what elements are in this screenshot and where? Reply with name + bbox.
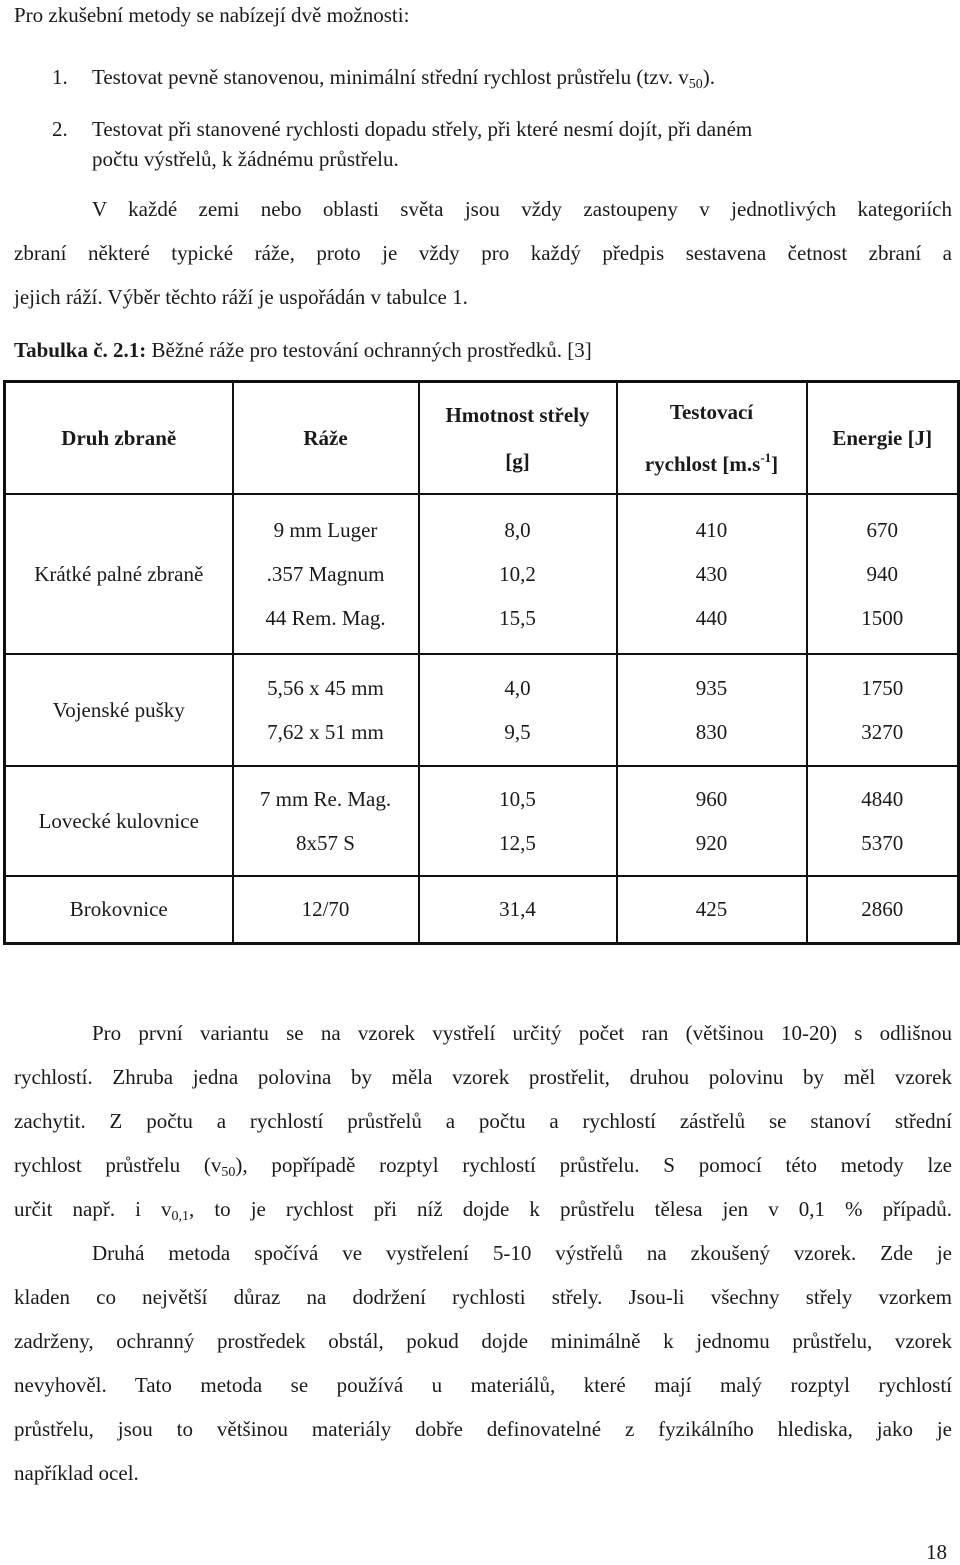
energy-cell: 2860 — [807, 876, 959, 944]
speed-value: 440 — [695, 605, 728, 630]
mass-value: 15,5 — [499, 605, 536, 630]
caliber-value: 7 mm Re. Mag. — [259, 786, 392, 811]
caliber-value: 8x57 S — [296, 830, 355, 855]
caliber-cell — [233, 766, 419, 876]
paragraph-3-line-2: kladen co největší důraz na dodržení rychlosti střely. Jsou-li všechny střely vzorkem — [14, 1285, 952, 1309]
calibers-table — [3, 380, 960, 945]
header-test-speed — [617, 382, 807, 494]
energy-cell — [807, 766, 959, 876]
energy-value: 940 — [866, 561, 898, 586]
table-caption — [14, 337, 592, 363]
mass-cell — [419, 654, 617, 766]
paragraph-1-line-2: zbraní některé typické ráže, proto je vždy pro každý předpis sestavena četnost zbraní a — [14, 241, 952, 265]
speed-value: 935 — [695, 675, 728, 700]
header-test-speed-unit: rychlost [m.s — [644, 451, 761, 476]
list-item-1-subscript: 50 — [688, 77, 703, 92]
table-row — [5, 494, 959, 654]
mass-value: 10,5 — [499, 786, 536, 811]
speed-cell — [617, 654, 807, 766]
paragraph-2-line-1: Pro první variantu se na vzorek vystřelí určitý počet ran (většinou 10-20) s odlišnou — [92, 1021, 952, 1045]
weapon-type-cell: Lovecké kulovnice — [5, 766, 233, 876]
speed-value: 410 — [695, 517, 728, 542]
mass-value: 10,2 — [499, 561, 536, 586]
list-item-2-line-2: počtu výstřelů, k žádnému průstřelu. — [92, 147, 399, 171]
table-caption-label: Tabulka č. 2.1: — [14, 338, 147, 362]
energy-value: 1750 — [861, 675, 904, 700]
paragraph-2-line-5 — [14, 1196, 952, 1230]
paragraph-1-line-1: V každé zemi nebo oblasti světa jsou vždy zastoupeny v jednotlivých kategoriích — [92, 197, 952, 221]
energy-cell — [807, 654, 959, 766]
caliber-value: 5,56 x 45 mm — [267, 675, 384, 700]
paragraph-2-line-4-end: ), popřípadě rozptyl rychlostí průstřelu. S pomocí této metody lze — [235, 1153, 952, 1177]
paragraph-2-line-4-start: rychlost průstřelu (v — [14, 1153, 222, 1177]
caliber-cell: 12/70 — [233, 876, 419, 944]
paragraph-3-line-5: průstřelu, jsou to většinou materiály dobře definovatelné z fyzikálního hlediska, jako je — [14, 1417, 952, 1441]
header-test-speed-line-2 — [618, 435, 806, 487]
speed-cell: 425 — [617, 876, 807, 944]
paragraph-2-line-2: rychlostí. Zhruba jedna polovina by měla vzorek prostřelit, druhou polovinu by měl vzorek — [14, 1065, 952, 1089]
list-item-1-number: 1. — [52, 65, 68, 89]
header-caliber: Ráže — [233, 382, 419, 494]
caliber-cell — [233, 654, 419, 766]
mass-value: 12,5 — [499, 830, 536, 855]
list-item-1-text: Testovat pevně stanovenou, minimální střední rychlost průstřelu (tzv. v — [92, 65, 689, 89]
list-item-1 — [92, 64, 715, 98]
paragraph-3-line-3: zadrženy, ochranný prostředek obstál, pokud dojde minimálně k jednomu průstřelu, vzorek — [14, 1329, 952, 1353]
paragraph-3-line-1: Druhá metoda spočívá ve vystřelení 5-10 výstřelů na zkoušený vzorek. Zde je — [92, 1241, 952, 1265]
weapon-type-cell: Krátké palné zbraně — [5, 494, 233, 654]
paragraph-2-subscript-v50: 50 — [221, 1165, 236, 1180]
speed-value: 960 — [695, 786, 728, 811]
table-row — [5, 876, 959, 944]
energy-value: 5370 — [861, 830, 904, 855]
speed-cell — [617, 766, 807, 876]
header-energy: Energie [J] — [807, 382, 959, 494]
header-weapon-type: Druh zbraně — [5, 382, 233, 494]
caliber-cell — [233, 494, 419, 654]
paragraph-2-line-5-end: , to je rychlost při níž dojde k průstřelu tělesa jen v 0,1 % případů. — [189, 1197, 952, 1221]
header-bullet-mass-unit: [g] — [505, 448, 530, 473]
list-item-1-tail: ). — [702, 65, 715, 89]
page-number: 18 — [926, 1540, 947, 1564]
table-header-row — [5, 382, 959, 494]
paragraph-2-line-4 — [14, 1152, 952, 1186]
energy-value: 1500 — [861, 605, 904, 630]
paragraph-1-line-3: jejich ráží. Výběr těchto ráží je uspořádán v tabulce 1. — [14, 285, 468, 309]
intro-text: Pro zkušební metody se nabízejí dvě možnosti: — [14, 3, 410, 27]
paragraph-3-line-4: nevyhověl. Tato metoda se používá u materiálů, které mají malý rozptyl rychlostí — [14, 1373, 952, 1397]
mass-value: 9,5 — [504, 719, 531, 744]
list-item-2-number: 2. — [52, 117, 68, 141]
header-bullet-mass — [419, 382, 617, 494]
caliber-value: 44 Rem. Mag. — [265, 605, 386, 630]
mass-value: 4,0 — [504, 675, 531, 700]
list-item-2-line-1: Testovat při stanovené rychlosti dopadu střely, při které nesmí dojít, při daném — [92, 117, 753, 141]
speed-value: 430 — [695, 561, 728, 586]
paragraph-2-line-5-start: určit např. i v — [14, 1197, 172, 1221]
table-caption-text: Běžné ráže pro testování ochranných prostředků. [3] — [151, 338, 592, 362]
header-test-speed-bracket: ] — [771, 451, 779, 476]
energy-value: 670 — [866, 517, 898, 542]
mass-cell: 31,4 — [419, 876, 617, 944]
header-bullet-mass-line-1: Hmotnost střely — [445, 402, 590, 427]
header-test-speed-exponent: -1 — [760, 449, 772, 465]
energy-cell — [807, 494, 959, 654]
energy-value: 3270 — [861, 719, 904, 744]
speed-value: 920 — [695, 830, 728, 855]
table-row — [5, 766, 959, 876]
speed-cell — [617, 494, 807, 654]
table-row — [5, 654, 959, 766]
paragraph-2-line-3: zachytit. Z počtu a rychlostí průstřelů a počtu a rychlostí zástřelů se stanoví střední — [14, 1109, 952, 1133]
paragraph-3-line-6: například ocel. — [14, 1461, 139, 1485]
speed-value: 830 — [695, 719, 728, 744]
energy-value: 4840 — [861, 786, 904, 811]
caliber-value: .357 Magnum — [266, 561, 385, 586]
mass-cell — [419, 766, 617, 876]
weapon-type-cell: Brokovnice — [5, 876, 233, 944]
header-test-speed-line-1: Testovací — [669, 399, 754, 424]
weapon-type-cell: Vojenské pušky — [5, 654, 233, 766]
mass-cell — [419, 494, 617, 654]
caliber-value: 9 mm Luger — [273, 517, 378, 542]
paragraph-2-subscript-v01: 0,1 — [171, 1209, 190, 1224]
mass-value: 8,0 — [504, 517, 531, 542]
caliber-value: 7,62 x 51 mm — [267, 719, 384, 744]
